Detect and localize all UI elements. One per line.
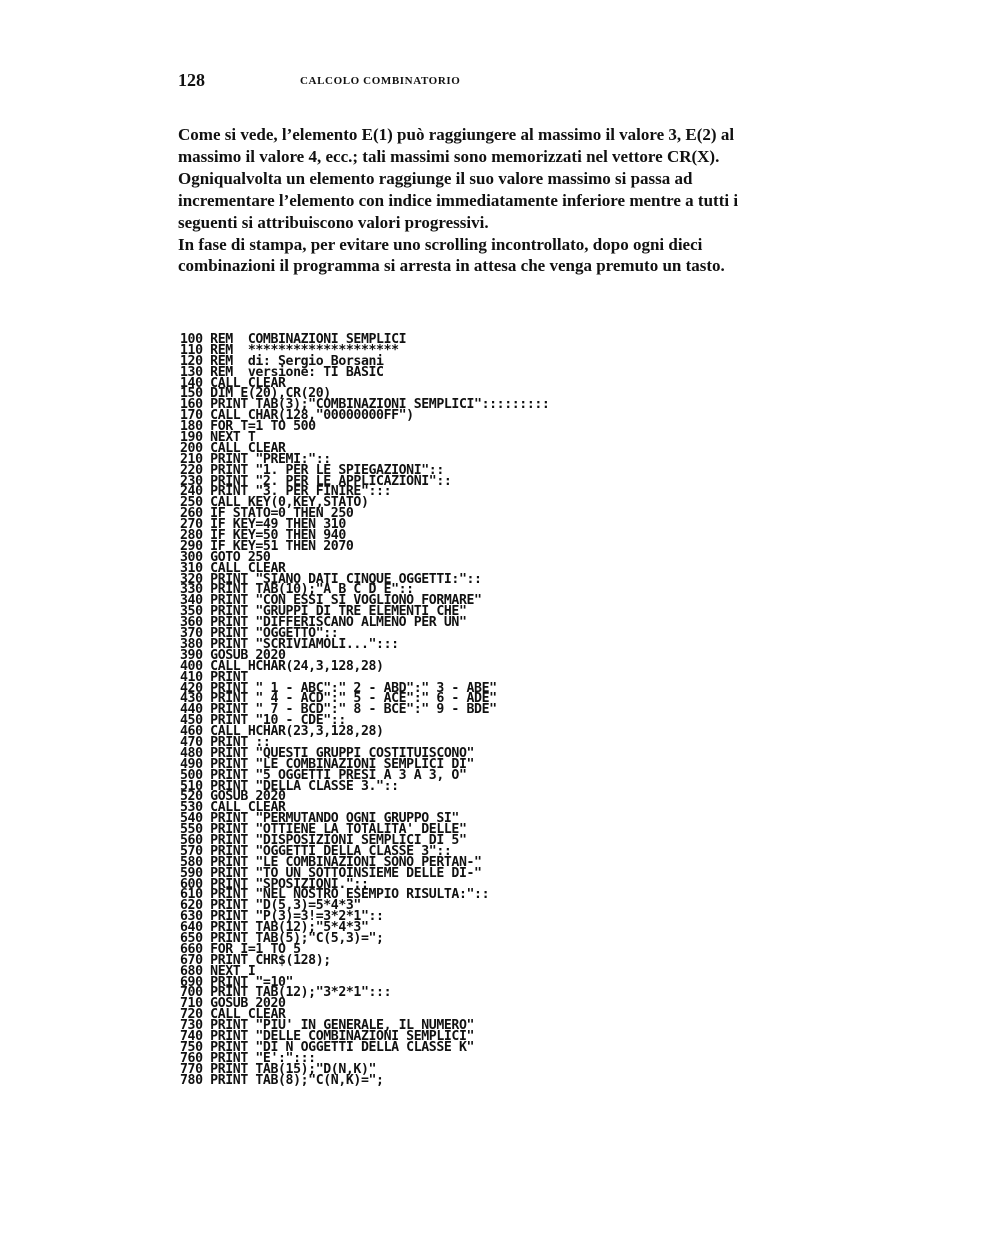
paragraph: Come si vede, l’elemento E(1) può raggiungere al massimo il valore 3, E(2) al massimo il valore 4, ecc.; tali massimi sono memorizzati nel vettore CR(X). Ogniqualvolta un elemento raggiunge il suo valore massimo si passa ad incrementare l’elemento con indice immediatamente inferiore mentre a tutti i seguenti si attribuiscono valori progressivi. xyxy=(178,125,739,232)
code-line: 400 CALL HCHAR(24,3,128,28) xyxy=(180,658,384,674)
code-line: 780 PRINT TAB(8);"C(N,K)="; xyxy=(180,1072,384,1088)
code-line: 540 PRINT "PERMUTANDO OGNI GRUPPO SI" xyxy=(180,811,459,827)
code-line: 490 PRINT "LE COMBINAZIONI SEMPLICI DI" xyxy=(180,756,475,772)
code-line: 410 PRINT xyxy=(180,669,248,685)
code-line: 350 PRINT "GRUPPI DI TRE ELEMENTI CHE" xyxy=(180,604,467,620)
code-line: 130 REM versione: TI BASIC xyxy=(180,364,384,380)
code-line: 450 PRINT "10 - CDE":: xyxy=(180,713,346,729)
code-line: 150 DIM E(20),CR(20) xyxy=(180,386,331,402)
code-line: 370 PRINT "OGGETTO":: xyxy=(180,626,339,642)
code-line: 430 PRINT " 4 - ACD":" 5 - ACE":" 6 - ADE" xyxy=(180,691,497,707)
code-listing xyxy=(180,332,780,1088)
code-line: 140 CALL CLEAR xyxy=(180,375,286,391)
page-number: 128 xyxy=(178,70,205,90)
code-line: 560 PRINT "DISPOSIZIONI SEMPLICI DI 5" xyxy=(180,832,467,848)
body-text xyxy=(178,124,768,277)
code-line: 550 PRINT "OTTIENE LA TOTALITA' DELLE" xyxy=(180,822,467,838)
code-line: 720 CALL CLEAR xyxy=(180,1007,286,1023)
paragraph: In fase di stampa, per evitare uno scrolling incontrollato, dopo ogni dieci combinazioni il programma si arresta in attesa che venga premuto un tasto. xyxy=(178,234,725,276)
code-line: 680 NEXT I xyxy=(180,963,256,979)
code-line: 580 PRINT "LE COMBINAZIONI SONO PERTAN-" xyxy=(180,854,482,870)
code-line: 260 IF STATO=0 THEN 250 xyxy=(180,506,354,522)
code-line: 650 PRINT TAB(5);"C(5,3)="; xyxy=(180,930,384,946)
code-line: 320 PRINT "SIANO DATI CINQUE OGGETTI:":: xyxy=(180,571,482,587)
code-line: 250 CALL KEY(0,KEY,STATO) xyxy=(180,495,369,511)
code-line: 750 PRINT "DI N OGGETTI DELLA CLASSE K" xyxy=(180,1039,475,1055)
code-line: 510 PRINT "DELLA CLASSE 3.":: xyxy=(180,778,399,794)
code-line: 630 PRINT "P(3)=3!=3*2*1":: xyxy=(180,909,384,925)
code-line: 620 PRINT "D(5,3)=5*4*3" xyxy=(180,898,361,914)
code-line: 730 PRINT "PIU' IN GENERALE, IL NUMERO" xyxy=(180,1018,475,1034)
code-line: 640 PRINT TAB(12);"5*4*3" xyxy=(180,920,369,936)
code-line: 660 FOR I=1 TO 5 xyxy=(180,941,301,957)
code-line: 180 FOR T=1 TO 500 xyxy=(180,419,316,435)
code-line: 460 CALL HCHAR(23,3,128,28) xyxy=(180,724,384,740)
code-line: 770 PRINT TAB(15);"D(N,K)" xyxy=(180,1061,377,1077)
code-line: 530 CALL CLEAR xyxy=(180,800,286,816)
code-line: 600 PRINT "SPOSIZIONI.":: xyxy=(180,876,369,892)
code-line: 210 PRINT "PREMI:":: xyxy=(180,451,331,467)
code-line: 570 PRINT "OGGETTI DELLA CLASSE 3":: xyxy=(180,843,452,859)
code-line: 440 PRINT " 7 - BCD":" 8 - BCE":" 9 - BDE" xyxy=(180,702,497,718)
code-line: 380 PRINT "SCRIVIAMOLI..."::: xyxy=(180,636,399,652)
code-line: 520 GOSUB 2020 xyxy=(180,789,286,805)
code-line: 670 PRINT CHR$(128); xyxy=(180,952,331,968)
code-line: 110 REM ******************** xyxy=(180,342,399,358)
code-line: 760 PRINT "E':"::: xyxy=(180,1050,316,1066)
page-header xyxy=(178,70,778,100)
code-line: 700 PRINT TAB(12);"3*2*1"::: xyxy=(180,985,392,1001)
running-head: CALCOLO COMBINATORIO xyxy=(300,75,461,87)
code-line: 610 PRINT "NEL NOSTRO ESEMPIO RISULTA:":: xyxy=(180,887,490,903)
code-line: 740 PRINT "DELLE COMBINAZIONI SEMPLICI" xyxy=(180,1029,475,1044)
code-line: 500 PRINT "5 OGGETTI PRESI A 3 A 3, O" xyxy=(180,767,467,783)
code-line: 300 GOTO 250 xyxy=(180,549,271,565)
code-line: 470 PRINT :: xyxy=(180,734,271,750)
code-line: 240 PRINT "3. PER FINIRE"::: xyxy=(180,484,392,500)
code-line: 390 GOSUB 2020 xyxy=(180,647,286,663)
code-line: 120 REM di: Sergio Borsani xyxy=(180,353,384,369)
code-line: 590 PRINT "TO UN SOTTOINSIEME DELLE DI-" xyxy=(180,865,482,881)
code-line: 280 IF KEY=50 THEN 940 xyxy=(180,528,346,544)
code-line: 230 PRINT "2. PER LE APPLICAZIONI":: xyxy=(180,473,452,489)
code-line: 200 CALL CLEAR xyxy=(180,440,286,456)
code-line: 190 NEXT T xyxy=(180,430,256,446)
code-line: 690 PRINT "=10" xyxy=(180,974,294,990)
code-line: 220 PRINT "1. PER LE SPIEGAZIONI":: xyxy=(180,462,444,478)
code-line: 480 PRINT "QUESTI GRUPPI COSTITUISCONO" xyxy=(180,745,475,761)
code-line: 360 PRINT "DIFFERISCANO ALMENO PER UN" xyxy=(180,615,467,631)
code-line: 340 PRINT "CON ESSI SI VOGLIONO FORMARE" xyxy=(180,593,482,609)
code-line: 310 CALL CLEAR xyxy=(180,560,286,576)
code-line: 160 PRINT TAB(3);"COMBINAZIONI SEMPLICI"::::::::: xyxy=(180,397,550,413)
code-line: 710 GOSUB 2020 xyxy=(180,996,286,1012)
code-line: 270 IF KEY=49 THEN 310 xyxy=(180,517,346,533)
code-line: 290 IF KEY=51 THEN 2070 xyxy=(180,538,354,554)
code-line: 100 REM COMBINAZIONI SEMPLICI xyxy=(180,332,407,347)
code-line: 420 PRINT " 1 - ABC":" 2 - ABD":" 3 - ABE" xyxy=(180,680,497,696)
code-line: 330 PRINT TAB(10);"A B C D E":: xyxy=(180,582,414,598)
code-line: 170 CALL CHAR(128,"00000000FF") xyxy=(180,408,414,424)
